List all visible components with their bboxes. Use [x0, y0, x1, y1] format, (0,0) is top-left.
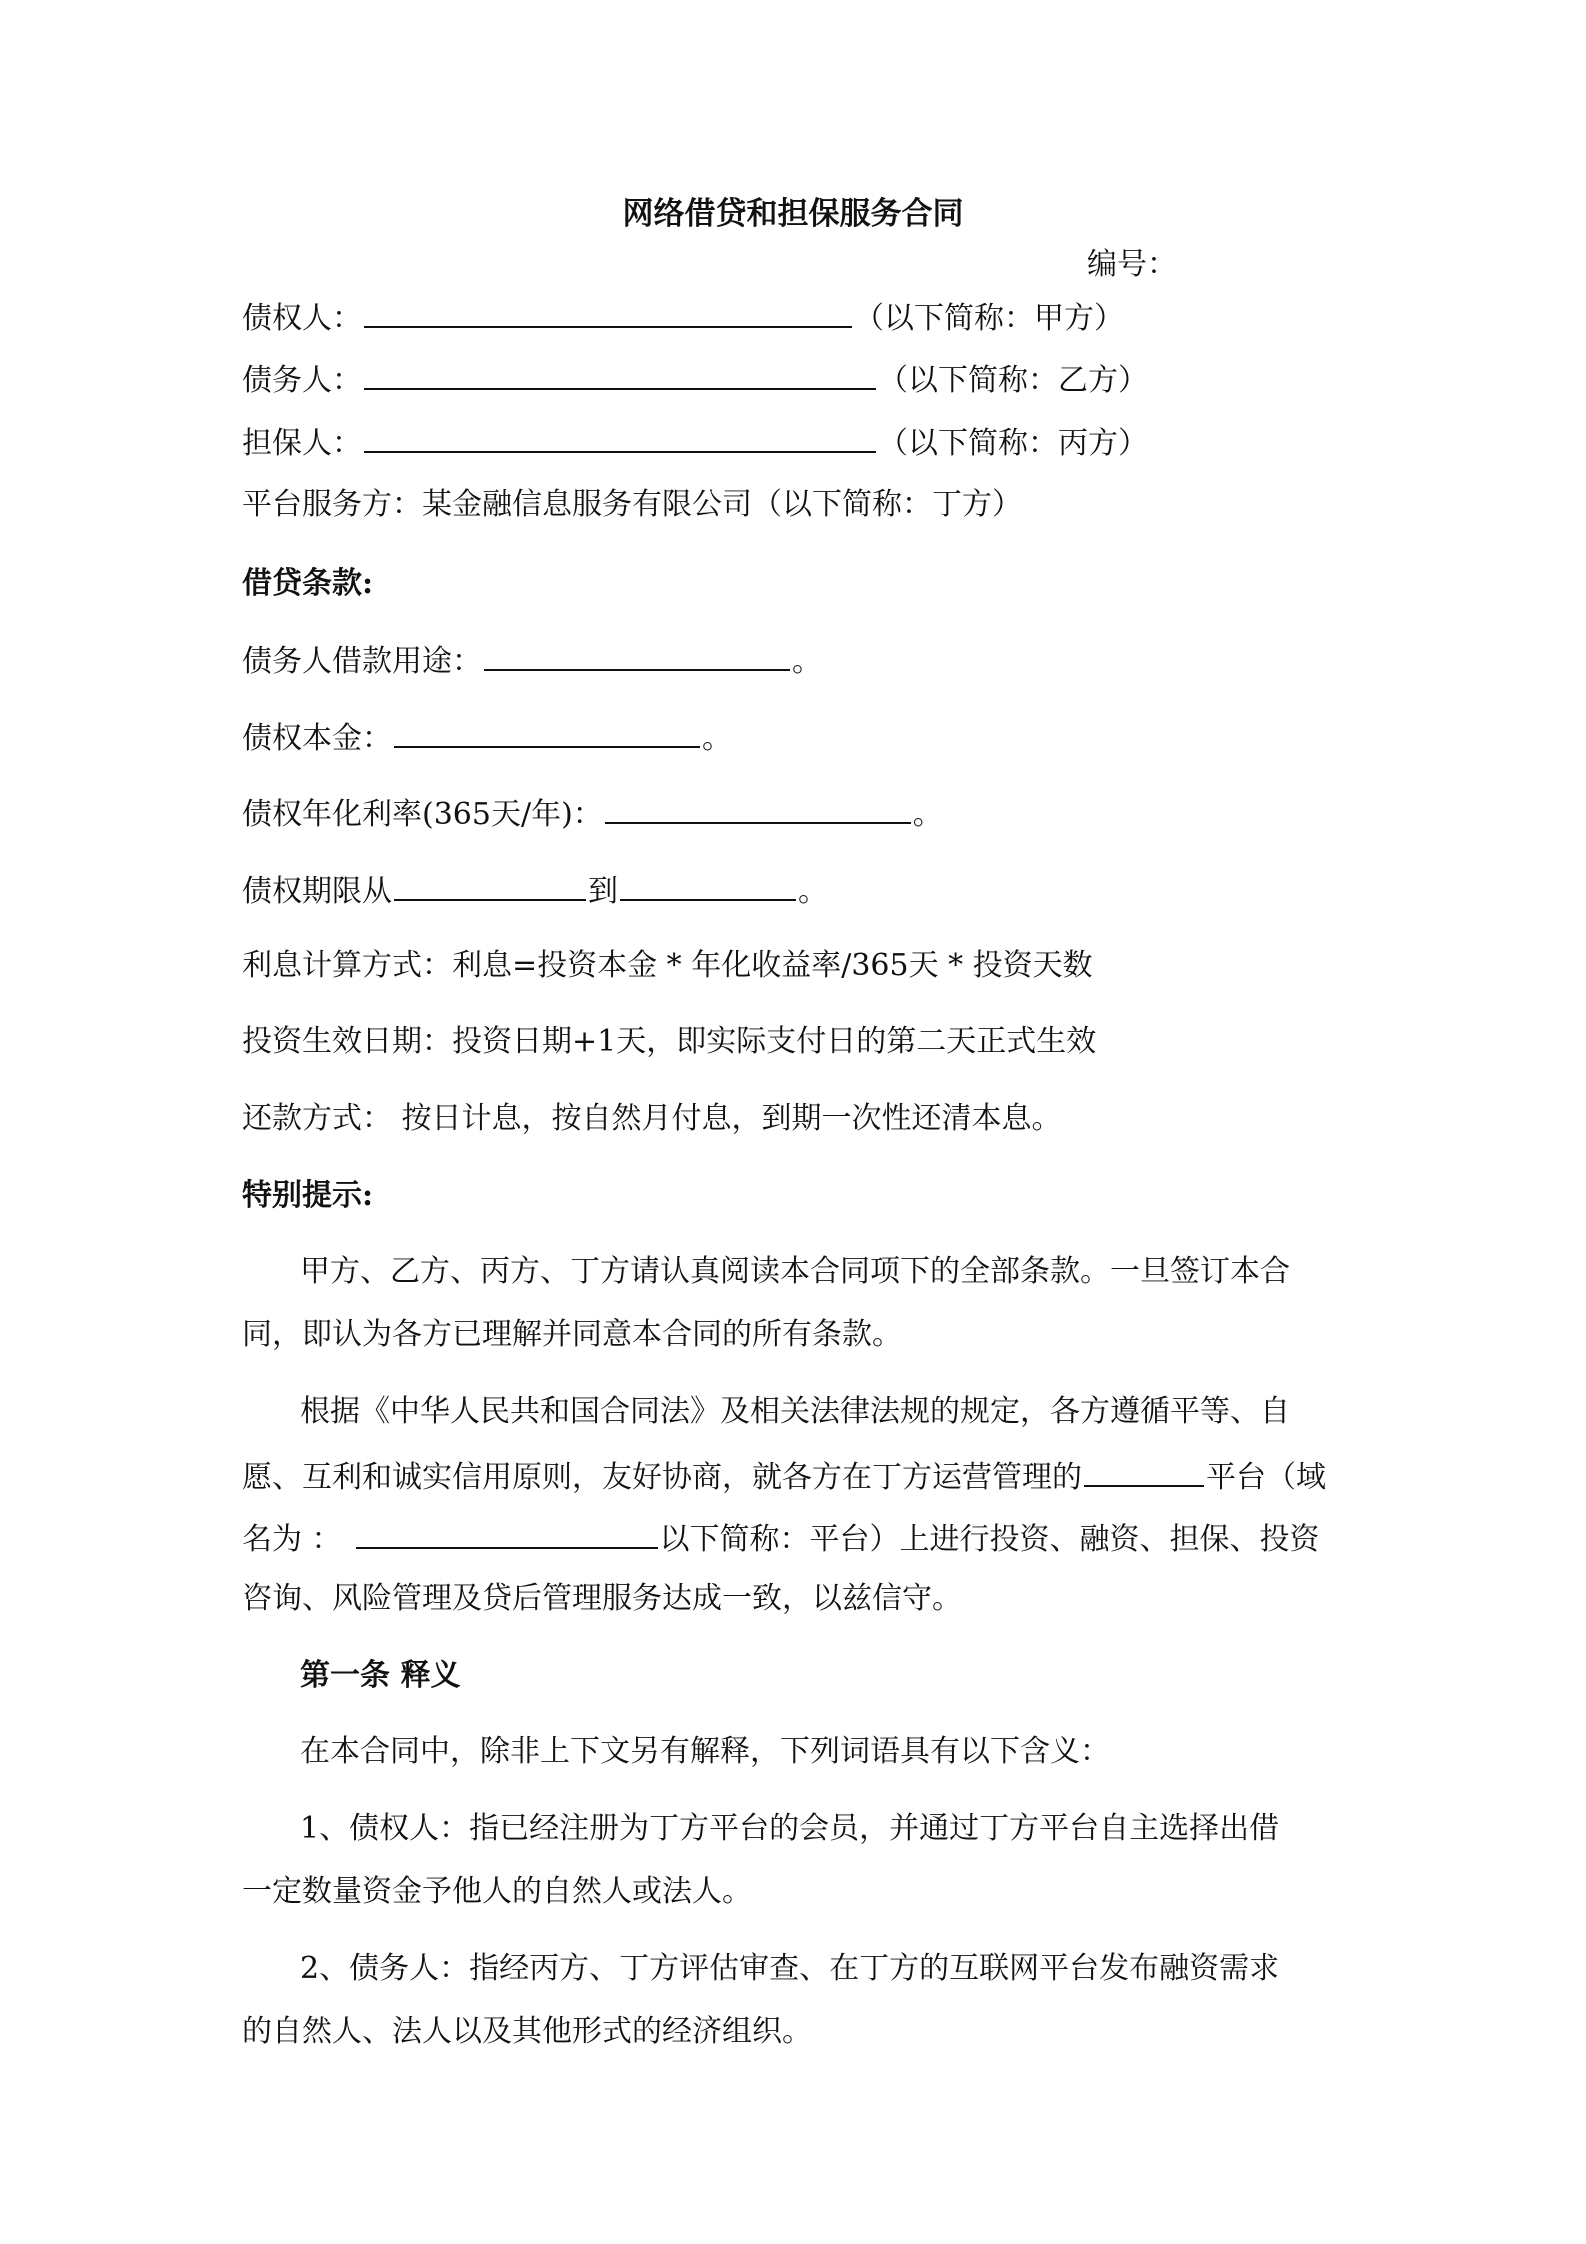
article1-heading: 第一条 释义	[300, 1658, 461, 1693]
end-mark: 。	[912, 797, 943, 832]
platform-name-blank	[1084, 1455, 1204, 1487]
loan-terms-heading: 借贷条款:	[242, 566, 374, 601]
effective-date-line: 投资生效日期：投资日期+1天，即实际支付日的第二天正式生效	[242, 1024, 1097, 1059]
contract-number-label: 编号：	[1087, 247, 1177, 282]
guarantor-line	[242, 421, 1148, 464]
domain-label: 名为 ：	[242, 1522, 342, 1557]
guarantor-blank	[364, 421, 876, 453]
loan-purpose-label: 债务人借款用途：	[242, 644, 482, 679]
debtor-blank	[364, 358, 876, 390]
notice-p2-line4: 咨询、风险管理及贷后管理服务达成一致，以兹信守。	[242, 1581, 962, 1616]
article1-intro: 在本合同中，除非上下文另有解释，下列词语具有以下含义：	[300, 1734, 1110, 1769]
article1-item1-line1: 1、债权人：指已经注册为丁方平台的会员，并通过丁方平台自主选择出借	[300, 1811, 1280, 1846]
end-mark: 。	[702, 721, 732, 756]
rate-blank	[605, 792, 911, 824]
principal-label: 债权本金：	[242, 721, 392, 756]
notice-p1-line2: 同，即认为各方已理解并同意本合同的所有条款。	[242, 1317, 902, 1352]
loan-purpose-line	[242, 639, 822, 682]
notice-p2-line3-text: 以下简称：平台）上进行投资、融资、担保、投资	[659, 1522, 1320, 1557]
end-mark: 。	[792, 644, 822, 679]
creditor-suffix: （以下简称：甲方）	[854, 301, 1124, 336]
creditor-blank	[364, 296, 852, 328]
domain-blank	[356, 1517, 658, 1549]
creditor-line	[242, 296, 1124, 339]
term-end-blank	[620, 869, 796, 901]
notice-p2-line2-suffix: 平台（域	[1206, 1460, 1326, 1495]
term-from-label: 债权期限从	[242, 874, 392, 909]
notice-p2-line2	[242, 1455, 1326, 1498]
rate-label: 债权年化利率(365天/年)：	[242, 797, 603, 832]
principal-line	[242, 716, 732, 759]
rate-line	[242, 792, 943, 835]
notice-p2-line2-text: 愿、互利和诚实信用原则，友好协商，就各方在丁方运营管理的	[242, 1460, 1082, 1495]
end-mark: 。	[798, 874, 828, 909]
notice-p1-line1: 甲方、乙方、丙方、丁方请认真阅读本合同项下的全部条款。一旦签订本合	[300, 1254, 1290, 1289]
notice-p2-line3	[242, 1517, 1320, 1560]
loan-purpose-blank	[484, 639, 790, 671]
term-start-blank	[394, 869, 586, 901]
guarantor-label: 担保人：	[242, 426, 362, 461]
debtor-line	[242, 358, 1148, 401]
notice-p2-line1: 根据《中华人民共和国合同法》及相关法律法规的规定，各方遵循平等、自	[300, 1394, 1290, 1429]
creditor-label: 债权人：	[242, 301, 362, 336]
article1-item2-line2: 的自然人、法人以及其他形式的经济组织。	[242, 2014, 812, 2049]
document-title: 网络借贷和担保服务合同	[622, 196, 964, 232]
special-notice-heading: 特别提示:	[242, 1178, 374, 1213]
term-line	[242, 869, 828, 912]
term-to-label: 到	[588, 874, 618, 909]
article1-item1-line2: 一定数量资金予他人的自然人或法人。	[242, 1874, 752, 1909]
debtor-label: 债务人：	[242, 363, 362, 398]
interest-calc-line: 利息计算方式：利息=投资本金 * 年化收益率/365天 * 投资天数	[242, 948, 1093, 983]
repayment-line: 还款方式： 按日计息，按自然月付息，到期一次性还清本息。	[242, 1101, 1062, 1136]
guarantor-suffix: （以下简称：丙方）	[878, 426, 1148, 461]
debtor-suffix: （以下简称：乙方）	[878, 363, 1148, 398]
principal-blank	[394, 716, 700, 748]
platform-line: 平台服务方：某金融信息服务有限公司（以下简称：丁方）	[242, 487, 1022, 522]
article1-item2-line1: 2、债务人：指经丙方、丁方评估审查、在丁方的互联网平台发布融资需求	[300, 1951, 1280, 1986]
